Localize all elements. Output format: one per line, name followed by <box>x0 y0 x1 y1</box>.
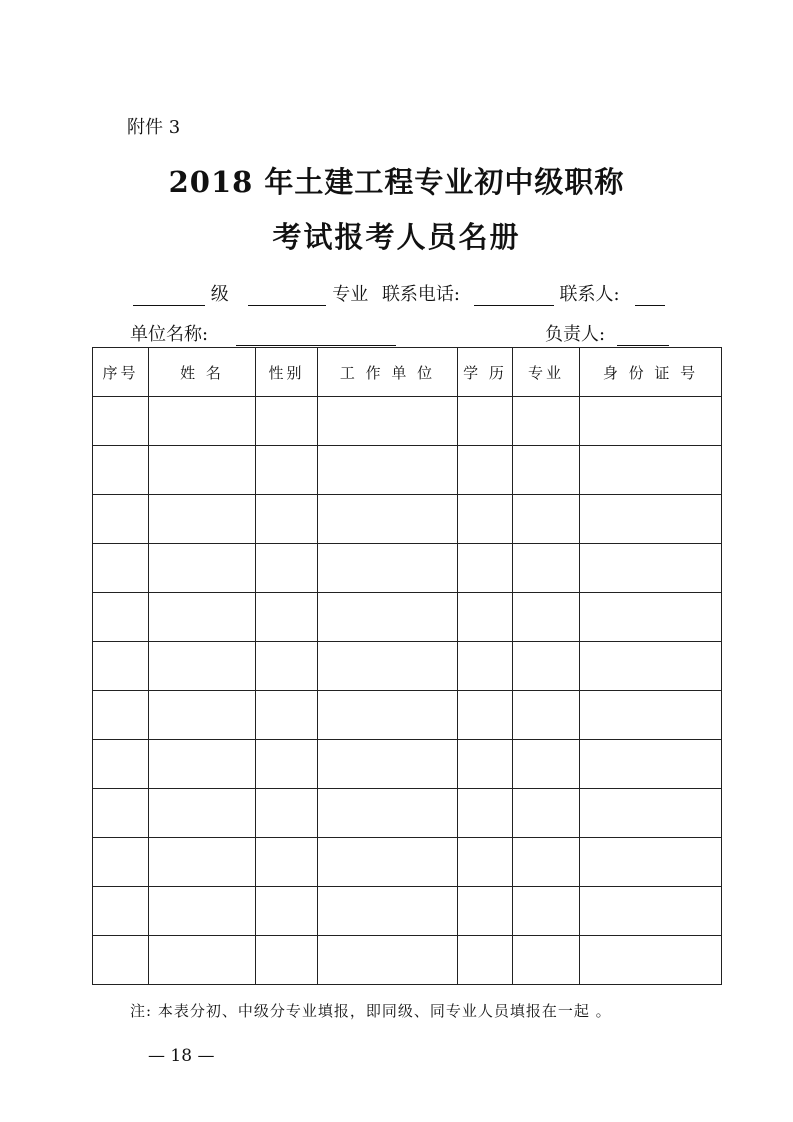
table-cell[interactable] <box>513 397 580 446</box>
table-cell[interactable] <box>580 740 722 789</box>
table-cell[interactable] <box>149 887 256 936</box>
table-cell[interactable] <box>458 740 513 789</box>
table-cell[interactable] <box>458 691 513 740</box>
responsible-label: 负责人: <box>545 324 606 345</box>
table-cell[interactable] <box>513 789 580 838</box>
table-cell[interactable] <box>580 495 722 544</box>
table-cell[interactable] <box>93 446 149 495</box>
table-cell[interactable] <box>513 691 580 740</box>
table-row <box>93 593 722 642</box>
table-cell[interactable] <box>580 936 722 985</box>
table-cell[interactable] <box>580 544 722 593</box>
roster-table <box>92 347 722 985</box>
table-cell[interactable] <box>93 740 149 789</box>
responsible-group <box>545 320 669 346</box>
table-cell[interactable] <box>458 593 513 642</box>
table-cell[interactable] <box>256 838 318 887</box>
table-row <box>93 691 722 740</box>
header-education: 学 历 <box>458 348 513 397</box>
table-cell[interactable] <box>458 936 513 985</box>
table-cell[interactable] <box>149 691 256 740</box>
table-cell[interactable] <box>318 691 458 740</box>
table-header-row <box>93 348 722 397</box>
header-work-unit: 工 作 单 位 <box>318 348 458 397</box>
document-title-line2: 考试报考人员名册 <box>272 220 521 254</box>
table-cell[interactable] <box>318 789 458 838</box>
table-cell[interactable] <box>318 495 458 544</box>
table-cell[interactable] <box>318 936 458 985</box>
table-cell[interactable] <box>256 495 318 544</box>
unit-name-group <box>130 320 396 346</box>
footnote: 注: 本表分初、中级分专业填报，即同级、同专业人员填报在一起 。 <box>130 1002 612 1020</box>
table-cell[interactable] <box>458 789 513 838</box>
table-cell[interactable] <box>256 397 318 446</box>
table-row <box>93 740 722 789</box>
table-cell[interactable] <box>318 397 458 446</box>
table-cell[interactable] <box>513 446 580 495</box>
table-cell[interactable] <box>458 446 513 495</box>
table-cell[interactable] <box>93 642 149 691</box>
table-cell[interactable] <box>458 397 513 446</box>
table-cell[interactable] <box>318 642 458 691</box>
table-cell[interactable] <box>256 446 318 495</box>
header-gender: 性别 <box>256 348 318 397</box>
table-cell[interactable] <box>458 642 513 691</box>
table-cell[interactable] <box>93 887 149 936</box>
table-body <box>93 397 722 985</box>
table-cell[interactable] <box>149 936 256 985</box>
table-cell[interactable] <box>256 691 318 740</box>
table-cell[interactable] <box>580 691 722 740</box>
table-cell[interactable] <box>93 397 149 446</box>
table-cell[interactable] <box>513 593 580 642</box>
table-row <box>93 642 722 691</box>
table-cell[interactable] <box>93 593 149 642</box>
table-row <box>93 544 722 593</box>
table-cell[interactable] <box>580 838 722 887</box>
phone-label: 联系电话: <box>381 284 461 305</box>
table-row <box>93 936 722 985</box>
table-cell[interactable] <box>149 593 256 642</box>
table-row <box>93 495 722 544</box>
table-cell[interactable] <box>580 397 722 446</box>
phone-field-line[interactable] <box>474 287 554 306</box>
table-cell[interactable] <box>93 936 149 985</box>
table-cell[interactable] <box>458 495 513 544</box>
table-cell[interactable] <box>93 691 149 740</box>
level-field-line[interactable] <box>133 287 205 306</box>
table-row <box>93 789 722 838</box>
table-cell[interactable] <box>580 446 722 495</box>
table-cell[interactable] <box>580 789 722 838</box>
major-field-line[interactable] <box>248 287 326 306</box>
table-row <box>93 397 722 446</box>
table-cell[interactable] <box>458 838 513 887</box>
table-cell[interactable] <box>149 642 256 691</box>
table-cell[interactable] <box>93 838 149 887</box>
table-cell[interactable] <box>318 887 458 936</box>
table-cell[interactable] <box>458 887 513 936</box>
form-row-contact <box>133 280 665 306</box>
unit-name-field-line[interactable] <box>236 327 396 346</box>
table-cell[interactable] <box>513 740 580 789</box>
table-row <box>93 887 722 936</box>
table-cell[interactable] <box>513 936 580 985</box>
table-cell[interactable] <box>149 544 256 593</box>
table-cell[interactable] <box>256 789 318 838</box>
table-cell[interactable] <box>149 789 256 838</box>
table-cell[interactable] <box>149 740 256 789</box>
table-cell[interactable] <box>149 838 256 887</box>
header-major: 专业 <box>513 348 580 397</box>
header-name: 姓 名 <box>149 348 256 397</box>
page-number: — 18 — <box>148 1046 215 1066</box>
table-cell[interactable] <box>513 642 580 691</box>
table-cell[interactable] <box>318 446 458 495</box>
table-cell[interactable] <box>318 544 458 593</box>
header-id-number: 身 份 证 号 <box>580 348 722 397</box>
level-label: 级 <box>210 284 229 305</box>
table-cell[interactable] <box>318 593 458 642</box>
document-title-line1: 2018 年土建工程专业初中级职称 <box>168 165 625 199</box>
table-cell[interactable] <box>513 887 580 936</box>
table-cell[interactable] <box>513 495 580 544</box>
attachment-label: 附件 3 <box>127 117 181 138</box>
table-cell[interactable] <box>580 593 722 642</box>
table-cell[interactable] <box>256 642 318 691</box>
table-cell[interactable] <box>318 838 458 887</box>
table-cell[interactable] <box>149 495 256 544</box>
table-cell[interactable] <box>93 544 149 593</box>
table-cell[interactable] <box>580 887 722 936</box>
responsible-field-line[interactable] <box>617 327 669 346</box>
table-cell[interactable] <box>149 446 256 495</box>
major-label: 专业 <box>332 284 369 305</box>
table-cell[interactable] <box>458 544 513 593</box>
table-row <box>93 838 722 887</box>
table-cell[interactable] <box>580 642 722 691</box>
table-cell[interactable] <box>149 397 256 446</box>
table-cell[interactable] <box>93 789 149 838</box>
table-cell[interactable] <box>256 887 318 936</box>
unit-name-label: 单位名称: <box>130 324 209 345</box>
table-cell[interactable] <box>256 544 318 593</box>
table-cell[interactable] <box>256 936 318 985</box>
table-cell[interactable] <box>256 740 318 789</box>
contact-label: 联系人: <box>559 284 620 305</box>
table-cell[interactable] <box>256 593 318 642</box>
table-row <box>93 446 722 495</box>
table-cell[interactable] <box>513 544 580 593</box>
contact-field-line[interactable] <box>635 287 665 306</box>
header-serial: 序号 <box>93 348 149 397</box>
table-cell[interactable] <box>93 495 149 544</box>
table-cell[interactable] <box>513 838 580 887</box>
table-cell[interactable] <box>318 740 458 789</box>
